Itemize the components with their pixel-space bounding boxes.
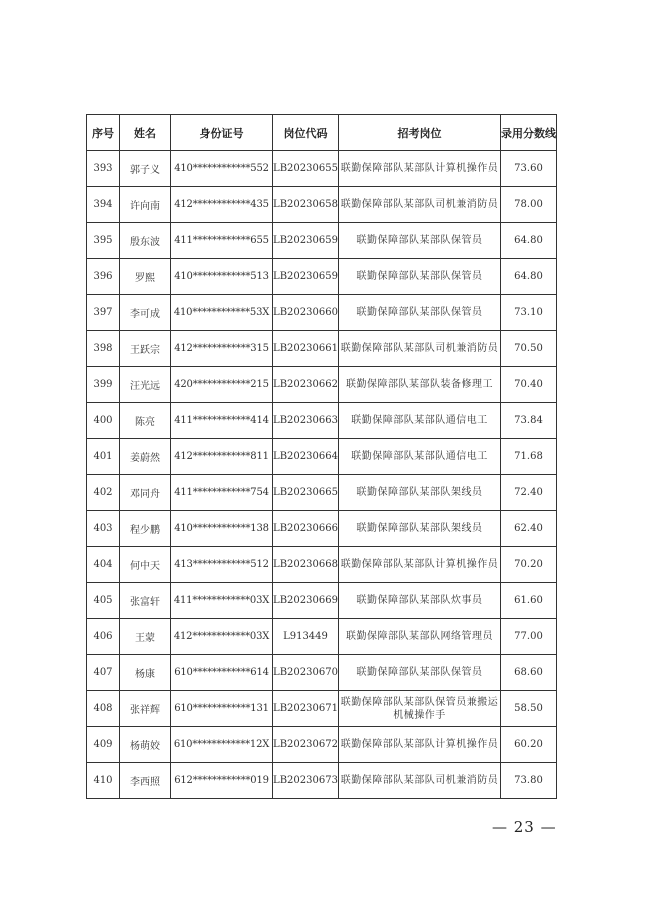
cell-score: 58.50 [501, 691, 557, 727]
cell-position: 联勤保障部队某部队保管员 [339, 223, 501, 259]
cell-position: 联勤保障部队某部队通信电工 [339, 403, 501, 439]
cell-score: 73.84 [501, 403, 557, 439]
cell-name: 王蒙 [120, 619, 171, 655]
table-row [87, 727, 557, 763]
cell-name: 殷东波 [120, 223, 171, 259]
cell-score: 71.68 [501, 439, 557, 475]
table-row [87, 259, 557, 295]
cell-score: 73.10 [501, 295, 557, 331]
cell-id-number: 412************435 [171, 187, 273, 223]
cell-serial-number: 394 [87, 187, 120, 223]
cell-position: 联勤保障部队某部队通信电工 [339, 439, 501, 475]
table-row [87, 439, 557, 475]
table-row [87, 187, 557, 223]
cell-name: 许向南 [120, 187, 171, 223]
table-row [87, 619, 557, 655]
table-body [87, 151, 557, 799]
table-row [87, 475, 557, 511]
table-row [87, 295, 557, 331]
cell-serial-number: 404 [87, 547, 120, 583]
header-row [87, 115, 557, 151]
header-name: 姓名 [120, 115, 171, 151]
cell-position: 联勤保障部队某部队保管员兼搬运机械操作手 [339, 691, 501, 727]
cell-serial-number: 397 [87, 295, 120, 331]
cell-id-number: 412************03X [171, 619, 273, 655]
cell-position: 联勤保障部队某部队保管员 [339, 295, 501, 331]
cell-score: 64.80 [501, 259, 557, 295]
cell-serial-number: 393 [87, 151, 120, 187]
cell-name: 姜蔚然 [120, 439, 171, 475]
cell-position-code: L913449 [273, 619, 339, 655]
cell-name: 陈亮 [120, 403, 171, 439]
cell-serial-number: 399 [87, 367, 120, 403]
table-row [87, 367, 557, 403]
cell-id-number: 412************811 [171, 439, 273, 475]
cell-name: 杨萌姣 [120, 727, 171, 763]
cell-name: 李可成 [120, 295, 171, 331]
cell-score: 72.40 [501, 475, 557, 511]
cell-score: 62.40 [501, 511, 557, 547]
cell-id-number: 411************414 [171, 403, 273, 439]
cell-position-code: LB20230666 [273, 511, 339, 547]
cell-serial-number: 396 [87, 259, 120, 295]
cell-id-number: 612************019 [171, 763, 273, 799]
cell-position: 联勤保障部队某部队架线员 [339, 475, 501, 511]
cell-serial-number: 409 [87, 727, 120, 763]
cell-serial-number: 402 [87, 475, 120, 511]
cell-serial-number: 403 [87, 511, 120, 547]
table-header [87, 115, 557, 151]
cell-serial-number: 406 [87, 619, 120, 655]
cell-score: 70.40 [501, 367, 557, 403]
cell-position: 联勤保障部队某部队装备修理工 [339, 367, 501, 403]
cell-id-number: 410************53X [171, 295, 273, 331]
cell-score: 61.60 [501, 583, 557, 619]
cell-name: 何中天 [120, 547, 171, 583]
cell-id-number: 410************552 [171, 151, 273, 187]
cell-score: 68.60 [501, 655, 557, 691]
cell-position-code: LB20230660 [273, 295, 339, 331]
table-row [87, 223, 557, 259]
cell-position-code: LB20230670 [273, 655, 339, 691]
header-id-number: 身份证号 [171, 115, 273, 151]
table-row [87, 403, 557, 439]
cell-name: 张祥辉 [120, 691, 171, 727]
cell-name: 李西照 [120, 763, 171, 799]
cell-position-code: LB20230655 [273, 151, 339, 187]
cell-score: 70.50 [501, 331, 557, 367]
cell-position-code: LB20230672 [273, 727, 339, 763]
cell-serial-number: 398 [87, 331, 120, 367]
cell-position-code: LB20230663 [273, 403, 339, 439]
cell-id-number: 610************12X [171, 727, 273, 763]
cell-id-number: 410************138 [171, 511, 273, 547]
cell-score: 64.80 [501, 223, 557, 259]
cell-position: 联勤保障部队某部队炊事员 [339, 583, 501, 619]
cell-name: 邓同舟 [120, 475, 171, 511]
cell-id-number: 610************131 [171, 691, 273, 727]
table-row [87, 691, 557, 727]
cell-name: 罗熙 [120, 259, 171, 295]
cell-position: 联勤保障部队某部队司机兼消防员 [339, 763, 501, 799]
cell-name: 汪光远 [120, 367, 171, 403]
admission-score-table [86, 114, 557, 799]
cell-position: 联勤保障部队某部队保管员 [339, 259, 501, 295]
cell-position: 联勤保障部队某部队计算机操作员 [339, 727, 501, 763]
cell-id-number: 411************03X [171, 583, 273, 619]
table-row [87, 547, 557, 583]
cell-serial-number: 405 [87, 583, 120, 619]
cell-score: 73.80 [501, 763, 557, 799]
cell-serial-number: 407 [87, 655, 120, 691]
cell-id-number: 413************512 [171, 547, 273, 583]
header-serial-number: 序号 [87, 115, 120, 151]
cell-id-number: 420************215 [171, 367, 273, 403]
cell-position-code: LB20230659 [273, 259, 339, 295]
table-row [87, 511, 557, 547]
header-position-code: 岗位代码 [273, 115, 339, 151]
table-row [87, 331, 557, 367]
cell-position: 联勤保障部队某部队司机兼消防员 [339, 187, 501, 223]
header-score-line: 录用分数线 [501, 115, 557, 151]
cell-name: 张富轩 [120, 583, 171, 619]
cell-id-number: 412************315 [171, 331, 273, 367]
cell-name: 程少鹏 [120, 511, 171, 547]
cell-position-code: LB20230673 [273, 763, 339, 799]
table-row [87, 583, 557, 619]
cell-score: 78.00 [501, 187, 557, 223]
cell-serial-number: 410 [87, 763, 120, 799]
table-row [87, 151, 557, 187]
table-row [87, 763, 557, 799]
cell-position: 联勤保障部队某部队网络管理员 [339, 619, 501, 655]
cell-name: 郭子义 [120, 151, 171, 187]
cell-score: 77.00 [501, 619, 557, 655]
cell-id-number: 411************754 [171, 475, 273, 511]
cell-serial-number: 401 [87, 439, 120, 475]
cell-position-code: LB20230662 [273, 367, 339, 403]
cell-position-code: LB20230659 [273, 223, 339, 259]
cell-serial-number: 400 [87, 403, 120, 439]
cell-position: 联勤保障部队某部队架线员 [339, 511, 501, 547]
cell-position: 联勤保障部队某部队计算机操作员 [339, 151, 501, 187]
cell-position-code: LB20230658 [273, 187, 339, 223]
page-number: — 23 — [492, 818, 557, 836]
cell-id-number: 410************513 [171, 259, 273, 295]
cell-serial-number: 395 [87, 223, 120, 259]
cell-score: 60.20 [501, 727, 557, 763]
cell-position: 联勤保障部队某部队保管员 [339, 655, 501, 691]
cell-position: 联勤保障部队某部队计算机操作员 [339, 547, 501, 583]
cell-position-code: LB20230665 [273, 475, 339, 511]
cell-id-number: 411************655 [171, 223, 273, 259]
cell-position-code: LB20230671 [273, 691, 339, 727]
cell-score: 73.60 [501, 151, 557, 187]
cell-position-code: LB20230669 [273, 583, 339, 619]
cell-position-code: LB20230664 [273, 439, 339, 475]
cell-serial-number: 408 [87, 691, 120, 727]
cell-score: 70.20 [501, 547, 557, 583]
cell-position-code: LB20230668 [273, 547, 339, 583]
header-position: 招考岗位 [339, 115, 501, 151]
table-row [87, 655, 557, 691]
cell-id-number: 610************614 [171, 655, 273, 691]
cell-name: 王跃宗 [120, 331, 171, 367]
cell-position: 联勤保障部队某部队司机兼消防员 [339, 331, 501, 367]
cell-name: 杨康 [120, 655, 171, 691]
cell-position-code: LB20230661 [273, 331, 339, 367]
